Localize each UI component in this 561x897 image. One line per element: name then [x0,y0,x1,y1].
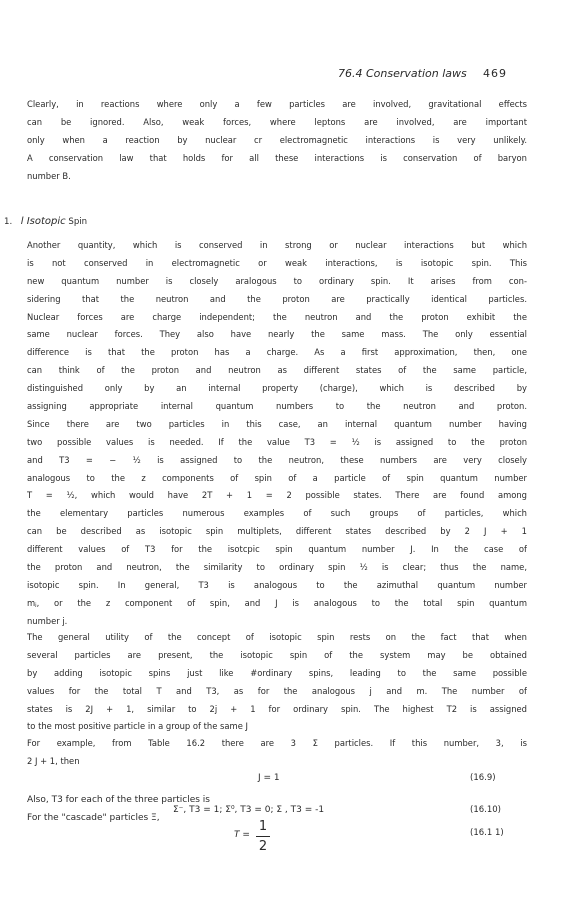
equation-number: (16.10) [470,805,501,815]
section-number: 1. [4,217,13,227]
text-line: difference is that the proton has a charge. As a first approximation, then, one [27,347,527,358]
text-line: Since there are two particles in this case, an internal quantum number having [27,418,527,429]
equation-number: (16.9) [470,773,496,783]
text-line: can be ignored. Also, weak forces, where leptons are involved, are important [27,116,527,127]
text-line: T = ½, which would have 2T + 1 = 2 possible states. There are found among [27,490,527,501]
equation-16-10: Σ⁻, T3 = 1; Σ⁰, T3 = 0; Σ , T3 = -1 [173,805,325,815]
text-line: A conservation law that holds for all these interactions is conservation of baryon [27,152,527,163]
text-line: isotopic spin. In general, T3 is analogous to the azimuthal quantum number [27,579,527,590]
text-line: assigning appropriate internal quantum numbers to the neutron and proton. [27,401,527,412]
text-line: the proton and neutron, the similarity to ordinary spin ½ is clear; thus the name, [27,562,527,573]
isotopic-spin-paragraph [27,237,527,631]
text-line: mⱼ, or the z component of spin, and J is analogous to the total spin quantum [27,597,527,608]
text-line: 2 J + 1, then [27,755,80,766]
text-line: can think of the proton and neutron as different states of the same particle, [27,365,527,376]
equation-16-9: J = 1 [258,773,280,783]
text-line: can be described as isotopic spin multiplets, different states described by 2 J + 1 [27,526,527,537]
intro-paragraph [27,96,527,185]
text-line: analogous to the z components of spin of a particle of spin quantum number [27,472,527,483]
example-paragraph [27,735,527,771]
fraction-numerator: 1 [258,819,268,834]
text-line: same nuclear forces. They also have nearly the same mass. The only essential [27,329,527,340]
text-line: number B. [27,170,71,181]
equation-16-11-lhs: T = [234,830,250,840]
running-head-title: 76.4 Conservation laws [338,67,467,80]
text-line: values for the total T and T3, as for the analogous j and m. The number of [27,685,527,696]
fraction-bar [256,836,270,837]
text-line: distinguished only by an internal property (charge), which is described by [27,383,527,394]
cascade-line: For the "cascade" particles Ξ, [27,813,160,823]
fraction-one-half [256,819,270,854]
text-line: and T3 = − ½ is assigned to the neutron, these numbers are very closely [27,454,527,465]
section-title: l Isotopic [20,216,66,227]
text-line: The general utility of the concept of isotopic spin rests on the fact that when [27,632,527,642]
text-line: by adding isotopic spins just like #ordinary spins, leading to the same possible [27,667,527,678]
text-line: For example, from Table 16.2 there are 3 Σ particles. If this number, 3, is [27,738,527,748]
text-line: only when a reaction by nuclear cr electromagnetic interactions is very unlikely. [27,134,527,145]
section-subtitle: Spin [68,217,88,227]
equation-number: (16.1 1) [470,828,504,838]
text-line: Clearly, in reactions where only a few particles are involved, gravitational effects [27,99,527,109]
page-number: 469 [483,67,507,80]
text-line: the elementary particles numerous examples of such groups of particles, which [27,508,527,519]
text-line: states is 2J + 1, similar to 2j + 1 for ordinary spin. The highest T2 is assigned [27,703,527,714]
text-line: sidering that the neutron and the proton are practically identical particles. [27,293,527,304]
text-line: Nuclear forces are charge independent; the neutron and the proton exhibit the [27,311,527,322]
text-line: Another quantity, which is conserved in strong or nuclear interactions but which [27,240,527,250]
text-line: to the most positive particle in a group of the same J [27,721,248,732]
also-line: Also, T3 for each of the three particles is [27,795,210,805]
utility-paragraph [27,629,527,736]
text-line: two possible values is needed. If the value T3 = ½ is assigned to the proton [27,436,527,447]
fraction-denominator: 2 [258,839,268,854]
text-line: number j. [27,615,68,626]
text-line: several particles are present, the isotopic spin of the system may be obtained [27,649,527,660]
text-line: is not conserved in electromagnetic or weak interactions, is isotopic spin. This [27,257,527,268]
text-line: new quantum number is closely aralogous to ordinary spin. It arises from con- [27,275,527,286]
section-heading [4,216,87,227]
text-line: different values of T3 for the isotcpic spin quantum number J. In the case of [27,544,527,555]
